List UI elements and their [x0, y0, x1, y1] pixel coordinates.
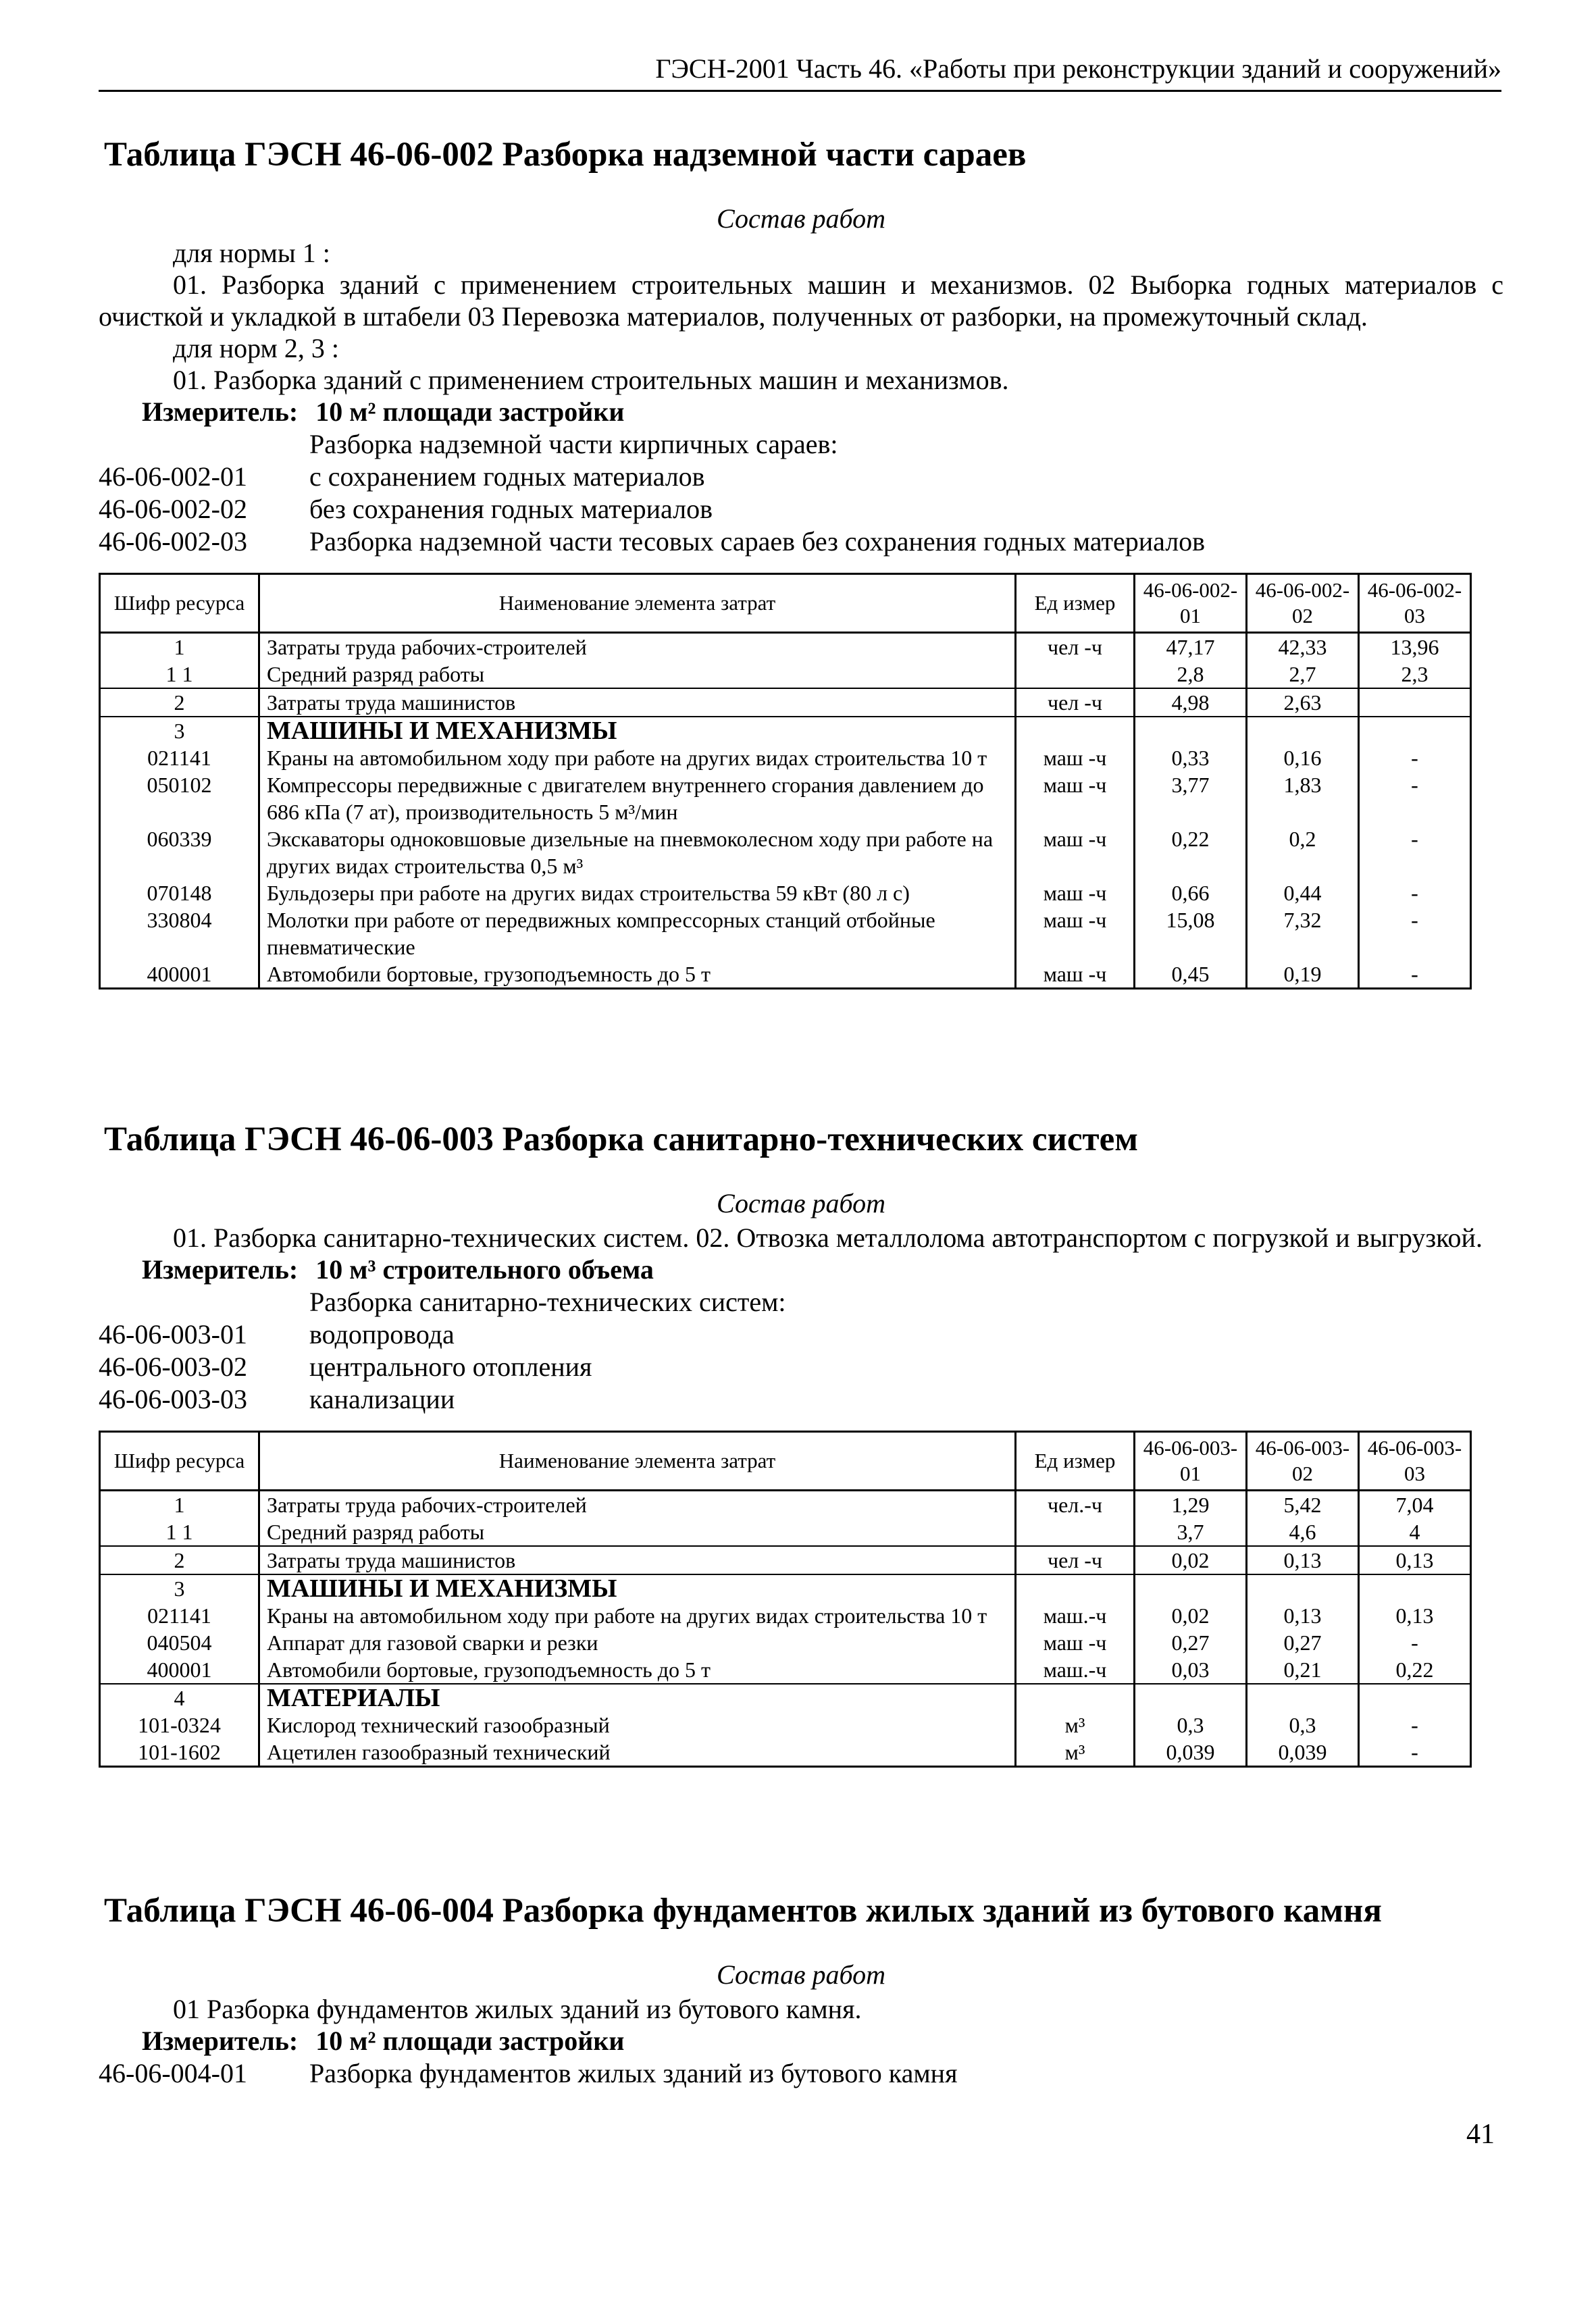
norm-value: - — [1359, 960, 1471, 989]
norm-value — [1135, 1574, 1247, 1602]
cost-element-name: Средний разряд работы — [259, 661, 1016, 688]
table-row — [100, 960, 1471, 989]
table-row — [100, 1602, 1471, 1629]
norm-value — [1359, 1684, 1471, 1712]
header-norm-3: 46-06-003-03 — [1359, 1432, 1471, 1491]
unit: чел -ч — [1016, 688, 1135, 717]
norm-value: 1,29 — [1135, 1491, 1247, 1519]
table-row — [100, 1546, 1471, 1574]
norm-value: 47,17 — [1135, 633, 1247, 661]
norm-value: 0,2 — [1247, 825, 1359, 879]
norms-list — [99, 428, 1503, 558]
section-46-06-002 — [99, 135, 1503, 989]
cost-element-name: Аппарат для газовой сварки и резки — [259, 1629, 1016, 1656]
norm-value: 0,16 — [1247, 744, 1359, 771]
resource-code: 050102 — [100, 771, 259, 825]
resource-code: 4 — [100, 1684, 259, 1712]
norm-description: Разборка надземной части тесовых сараев без сохранения годных материалов — [309, 526, 1206, 557]
norm-code: 46-06-002-01 — [99, 461, 247, 492]
norm-value: 4 — [1359, 1518, 1471, 1546]
cost-element-name: Компрессоры передвижные с двигателем внутреннего сгорания давлением до 686 кПа (7 ат), производительность 5 м³/мин — [259, 771, 1016, 825]
table-row — [100, 1684, 1471, 1712]
measurement-unit-line — [99, 396, 1503, 428]
norm-value: 0,45 — [1135, 960, 1247, 989]
table-row — [100, 906, 1471, 960]
resource-code: 3 — [100, 717, 259, 744]
norm-value — [1247, 1684, 1359, 1712]
cost-element-name: Затраты труда машинистов — [259, 1546, 1016, 1574]
norm-value: 0,13 — [1359, 1602, 1471, 1629]
table-row — [100, 825, 1471, 879]
measurement-unit-line — [99, 1254, 1503, 1286]
resource-table-wrap — [99, 573, 1503, 989]
table-row — [100, 1739, 1471, 1767]
table-row — [100, 1574, 1471, 1602]
norm-value — [1135, 1684, 1247, 1712]
page-number: 41 — [1466, 2119, 1495, 2150]
measurement-label: Измеритель: — [142, 396, 299, 427]
norm-code: 46-06-003-03 — [99, 1384, 247, 1414]
norm-value: 7,04 — [1359, 1491, 1471, 1519]
norm-value: - — [1359, 771, 1471, 825]
norm-description: Разборка фундаментов жилых зданий из бутового камня — [309, 2058, 958, 2088]
norm-code: 46-06-004-01 — [99, 2058, 247, 2088]
cost-element-name: Затраты труда рабочих-строителей — [259, 633, 1016, 661]
measurement-label: Измеритель: — [142, 1254, 299, 1285]
cost-element-name: Средний разряд работы — [259, 1518, 1016, 1546]
work-composition-heading: Состав работ — [717, 1959, 885, 1990]
unit: маш -ч — [1016, 744, 1135, 771]
unit — [1016, 1518, 1135, 1546]
norm-value: 0,19 — [1247, 960, 1359, 989]
norm-value: 7,32 — [1247, 906, 1359, 960]
norm-value: 0,03 — [1135, 1656, 1247, 1684]
section-title: Таблица ГЭСН 46-06-004 Разборка фундаментов жилых зданий из бутового камня — [104, 1892, 1382, 1930]
norm-item — [99, 461, 1503, 493]
cost-element-name: МАШИНЫ И МЕХАНИЗМЫ — [259, 717, 1016, 744]
norm-code: 46-06-003-02 — [99, 1352, 247, 1382]
norm-description: без сохранения годных материалов — [309, 494, 713, 524]
table-row — [100, 1656, 1471, 1684]
cost-element-name: Молотки при работе от передвижных компрессорных станций отбойные пневматические — [259, 906, 1016, 960]
header-norm-1: 46-06-003-01 — [1135, 1432, 1247, 1491]
norms-heading: Разборка надземной части кирпичных сараев: — [309, 429, 838, 459]
norm-code: 46-06-003-01 — [99, 1319, 247, 1349]
unit: маш.-ч — [1016, 1656, 1135, 1684]
norm-value: 3,77 — [1135, 771, 1247, 825]
header-cost-element: Наименование элемента затрат — [259, 574, 1016, 633]
norm-value: 13,96 — [1359, 633, 1471, 661]
norm-value: - — [1359, 744, 1471, 771]
norm-value: 0,22 — [1135, 825, 1247, 879]
resource-code: 2 — [100, 1546, 259, 1574]
norm-value: 2,3 — [1359, 661, 1471, 688]
norm-description: канализации — [309, 1384, 455, 1414]
resource-table — [99, 1431, 1472, 1768]
norm-description: центрального отопления — [309, 1352, 592, 1382]
work-composition-text: 01. Разборка санитарно-технических систем. 02. Отвозка металлолома автотранспортом с погрузкой и выгрузкой. — [173, 1223, 1483, 1253]
norm-code: 46-06-002-03 — [99, 526, 247, 557]
resource-code: 2 — [100, 688, 259, 717]
cost-element-name: МАШИНЫ И МЕХАНИЗМЫ — [259, 1574, 1016, 1602]
work-composition-text: 01. Разборка зданий с применением строительных машин и механизмов. 02 Выборка годных материалов с очисткой и укладкой в штабели 03 Перевозка материалов, полученных от разборки, на промежуточный склад. — [99, 269, 1503, 332]
resource-code: 1 — [100, 1491, 259, 1519]
cost-element-name: Автомобили бортовые, грузоподъемность до 5 т — [259, 1656, 1016, 1684]
cost-element-name: Кислород технический газообразный — [259, 1712, 1016, 1739]
unit — [1016, 717, 1135, 744]
resource-code: 1 — [100, 633, 259, 661]
norm-value: 0,21 — [1247, 1656, 1359, 1684]
header-norm-2: 46-06-002-02 — [1247, 574, 1359, 633]
norm-code: 46-06-002-02 — [99, 494, 247, 524]
cost-element-name: Затраты труда рабочих-строителей — [259, 1491, 1016, 1519]
norm-value — [1359, 688, 1471, 717]
unit: маш.-ч — [1016, 1602, 1135, 1629]
norm-value: 0,039 — [1247, 1739, 1359, 1767]
norm-item — [99, 2057, 1503, 2090]
norm-value: - — [1359, 906, 1471, 960]
norm-value: 5,42 — [1247, 1491, 1359, 1519]
section-46-06-004 — [99, 1891, 1503, 2090]
header-resource-code: Шифр ресурса — [100, 574, 259, 633]
resource-code: 1 1 — [100, 1518, 259, 1546]
resource-code: 060339 — [100, 825, 259, 879]
table-row — [100, 1712, 1471, 1739]
resource-table-wrap — [99, 1431, 1503, 1768]
norms-heading-row — [99, 428, 1503, 461]
norm-value: 15,08 — [1135, 906, 1247, 960]
norm-description: водопровода — [309, 1319, 455, 1349]
unit — [1016, 661, 1135, 688]
norm-value: 0,039 — [1135, 1739, 1247, 1767]
running-header: ГЭСН-2001 Часть 46. «Работы при реконструкции зданий и сооружений» — [99, 53, 1501, 92]
norm-value: 1,83 — [1247, 771, 1359, 825]
table-row — [100, 1518, 1471, 1546]
norm-item — [99, 1383, 1503, 1416]
norms-heading: Разборка санитарно-технических систем: — [309, 1287, 786, 1317]
resource-code: 021141 — [100, 1602, 259, 1629]
norm-value: 2,7 — [1247, 661, 1359, 688]
norm-value: 0,13 — [1247, 1546, 1359, 1574]
cost-element-name: Затраты труда машинистов — [259, 688, 1016, 717]
unit: маш -ч — [1016, 825, 1135, 879]
work-composition-text: для норм 2, 3 : — [173, 333, 339, 363]
norm-value: 4,98 — [1135, 688, 1247, 717]
resource-code: 400001 — [100, 1656, 259, 1684]
norm-code-spacer — [99, 428, 309, 461]
norm-description: с сохранением годных материалов — [309, 461, 705, 492]
norm-value: 0,02 — [1135, 1546, 1247, 1574]
cost-element-name: Бульдозеры при работе на других видах строительства 59 кВт (80 л с) — [259, 879, 1016, 906]
norm-value — [1359, 717, 1471, 744]
header-norm-3: 46-06-002-03 — [1359, 574, 1471, 633]
cost-element-name: Ацетилен газообразный технический — [259, 1739, 1016, 1767]
table-row — [100, 1491, 1471, 1519]
section-46-06-003 — [99, 1120, 1503, 1768]
table-row — [100, 717, 1471, 744]
resource-table — [99, 573, 1472, 989]
measurement-value: 10 м² площади застройки — [315, 396, 625, 427]
table-row — [100, 879, 1471, 906]
norm-value: 4,6 — [1247, 1518, 1359, 1546]
norm-code-spacer — [99, 1286, 309, 1318]
norm-value: 0,13 — [1247, 1602, 1359, 1629]
table-row — [100, 1629, 1471, 1656]
unit — [1016, 1684, 1135, 1712]
measurement-value: 10 м² площади застройки — [315, 2026, 625, 2056]
table-row — [100, 688, 1471, 717]
norm-value: 0,3 — [1247, 1712, 1359, 1739]
norm-value — [1135, 717, 1247, 744]
unit: м³ — [1016, 1712, 1135, 1739]
norm-item — [99, 1351, 1503, 1383]
norms-list — [99, 2057, 1503, 2090]
measurement-label: Измеритель: — [142, 2026, 299, 2056]
work-composition-heading: Состав работ — [717, 203, 885, 234]
norm-item — [99, 493, 1503, 525]
norm-value: 2,8 — [1135, 661, 1247, 688]
cost-element-name: Краны на автомобильном ходу при работе на других видах строительства 10 т — [259, 1602, 1016, 1629]
unit: маш -ч — [1016, 1629, 1135, 1656]
norm-value: - — [1359, 1712, 1471, 1739]
work-composition-heading: Состав работ — [717, 1188, 885, 1218]
table-row — [100, 771, 1471, 825]
unit: маш -ч — [1016, 879, 1135, 906]
norm-value: 0,3 — [1135, 1712, 1247, 1739]
unit: маш -ч — [1016, 906, 1135, 960]
resource-code: 3 — [100, 1574, 259, 1602]
resource-code: 1 1 — [100, 661, 259, 688]
norm-value: - — [1359, 1739, 1471, 1767]
section-title: Таблица ГЭСН 46-06-002 Разборка надземной части сараев — [104, 136, 1027, 174]
cost-element-name: Краны на автомобильном ходу при работе на других видах строительства 10 т — [259, 744, 1016, 771]
header-unit: Ед измер — [1016, 1432, 1135, 1491]
resource-code: 101-1602 — [100, 1739, 259, 1767]
norm-value — [1359, 1574, 1471, 1602]
norm-value: 0,22 — [1359, 1656, 1471, 1684]
norm-item — [99, 1318, 1503, 1351]
unit: маш -ч — [1016, 960, 1135, 989]
cost-element-name: Автомобили бортовые, грузоподъемность до 5 т — [259, 960, 1016, 989]
norm-value: 3,7 — [1135, 1518, 1247, 1546]
resource-code: 021141 — [100, 744, 259, 771]
table-row — [100, 744, 1471, 771]
table-row — [100, 633, 1471, 661]
norm-value: - — [1359, 825, 1471, 879]
work-composition-text: для нормы 1 : — [173, 238, 330, 268]
resource-code: 040504 — [100, 1629, 259, 1656]
unit: маш -ч — [1016, 771, 1135, 825]
header-resource-code: Шифр ресурса — [100, 1432, 259, 1491]
norm-value — [1247, 1574, 1359, 1602]
unit: чел -ч — [1016, 1546, 1135, 1574]
work-composition-text: 01. Разборка зданий с применением строительных машин и механизмов. — [173, 365, 1009, 395]
unit: м³ — [1016, 1739, 1135, 1767]
norm-value: 42,33 — [1247, 633, 1359, 661]
norm-value: 0,02 — [1135, 1602, 1247, 1629]
measurement-unit-line — [99, 2025, 1503, 2057]
resource-code: 101-0324 — [100, 1712, 259, 1739]
header-norm-1: 46-06-002-01 — [1135, 574, 1247, 633]
measurement-value: 10 м³ строительного объема — [315, 1254, 654, 1285]
norm-value: 0,66 — [1135, 879, 1247, 906]
section-title: Таблица ГЭСН 46-06-003 Разборка санитарно-технических систем — [104, 1121, 1138, 1158]
cost-element-name: Экскаваторы одноковшовые дизельные на пневмоколесном ходу при работе на других видах строительства 0,5 м³ — [259, 825, 1016, 879]
norm-item — [99, 525, 1503, 558]
header-unit: Ед измер — [1016, 574, 1135, 633]
header-cost-element: Наименование элемента затрат — [259, 1432, 1016, 1491]
norm-value: 0,33 — [1135, 744, 1247, 771]
norm-value — [1247, 717, 1359, 744]
header-norm-2: 46-06-003-02 — [1247, 1432, 1359, 1491]
resource-code: 400001 — [100, 960, 259, 989]
norm-value: 0,44 — [1247, 879, 1359, 906]
norms-list — [99, 1286, 1503, 1416]
norm-value: - — [1359, 879, 1471, 906]
unit: чел.-ч — [1016, 1491, 1135, 1519]
table-row — [100, 661, 1471, 688]
norms-heading-row — [99, 1286, 1503, 1318]
norm-value: - — [1359, 1629, 1471, 1656]
norm-value: 0,27 — [1135, 1629, 1247, 1656]
norm-value: 2,63 — [1247, 688, 1359, 717]
resource-code: 330804 — [100, 906, 259, 960]
resource-code: 070148 — [100, 879, 259, 906]
work-composition-text: 01 Разборка фундаментов жилых зданий из бутового камня. — [173, 1994, 862, 2024]
unit: чел -ч — [1016, 633, 1135, 661]
unit — [1016, 1574, 1135, 1602]
norm-value: 0,13 — [1359, 1546, 1471, 1574]
cost-element-name: МАТЕРИАЛЫ — [259, 1684, 1016, 1712]
norm-value: 0,27 — [1247, 1629, 1359, 1656]
